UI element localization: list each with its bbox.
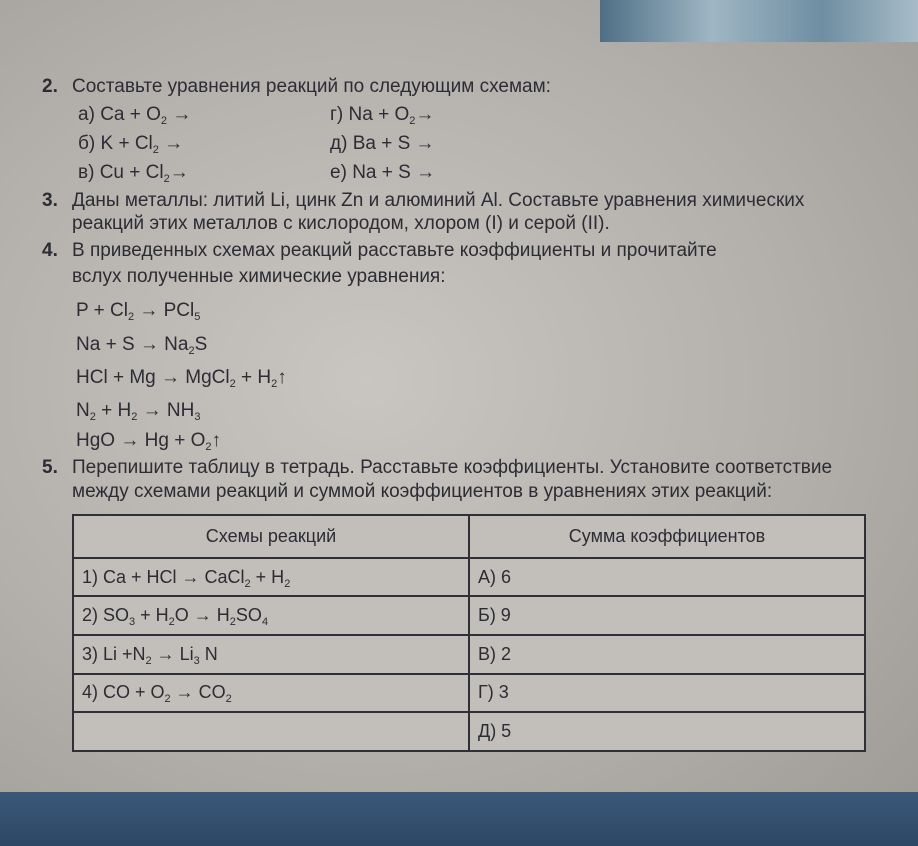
task2-number: 2.: [42, 76, 58, 97]
arrow: →: [415, 104, 435, 125]
task5-number: 5.: [42, 457, 58, 478]
subscript: 2: [229, 616, 236, 629]
formula-part: → PCl: [134, 300, 195, 321]
formula-part: SO: [235, 605, 262, 626]
reaction-cell: [73, 674, 469, 713]
reaction-cell: [73, 635, 469, 674]
subscript: 3: [129, 616, 136, 629]
subscript: 3: [193, 654, 200, 667]
item-label: в): [78, 162, 95, 183]
subscript: 2: [229, 378, 236, 390]
sum-cell: Б) 9: [469, 596, 865, 635]
task5-line1: [42, 457, 832, 479]
subscript: 2: [152, 144, 159, 156]
item-formula: Cu + Cl: [99, 162, 164, 183]
subscript: 2: [164, 693, 171, 706]
task2-text: Составьте уравнения реакций по следующим схемам:: [72, 76, 551, 97]
item-label: е): [330, 162, 347, 183]
formula-part: → CO: [170, 682, 226, 703]
task2-item-b: [78, 133, 183, 155]
subscript: 5: [194, 311, 201, 323]
formula-part: 3) Li +N: [82, 643, 146, 664]
reaction-cell: [73, 558, 469, 597]
subscript: 2: [244, 577, 251, 590]
item-label: г): [330, 104, 344, 125]
subscript: 2: [284, 577, 291, 590]
formula-part: P + Cl: [76, 300, 128, 321]
reaction-cell-empty: [73, 712, 469, 751]
arrow: →: [167, 104, 192, 125]
gas-arrow-icon: ↑: [211, 430, 221, 451]
task4-equation-1: [76, 300, 200, 322]
formula-part: N: [199, 643, 218, 664]
task4-text-1: В приведенных схемах реакций расставьте коэффициенты и прочитайте: [72, 240, 717, 261]
table-row: [73, 635, 865, 674]
subscript: 2: [127, 311, 135, 323]
table-header-reactions: Схемы реакций: [73, 515, 469, 558]
subscript: 2: [131, 411, 138, 423]
sum-cell: Д) 5: [469, 712, 865, 751]
table-row: [73, 596, 865, 635]
item-formula: Na + S: [352, 162, 411, 183]
formula-part: → NH: [137, 400, 195, 421]
reactions-table: [72, 514, 866, 752]
table-header-row: [73, 515, 865, 558]
formula-part: + H: [95, 400, 132, 421]
subscript: 2: [409, 115, 416, 127]
item-formula: Na + O: [348, 104, 410, 125]
table-header-sum: Сумма коэффициентов: [469, 515, 865, 558]
subscript: 2: [188, 345, 195, 357]
formula-part: Na + S → Na: [76, 334, 189, 355]
subscript: 2: [168, 616, 175, 629]
sum-cell: А) 6: [469, 558, 865, 597]
subscript: 4: [261, 616, 269, 629]
arrow: →: [410, 162, 436, 183]
task2-item-e: [330, 162, 435, 184]
task4-equation-2: [76, 334, 207, 356]
formula-part: HCl + Mg → MgCl: [76, 367, 230, 388]
formula-part: O → H: [174, 605, 230, 626]
task3-line1: [42, 190, 804, 212]
task5-line2: между схемами реакций и суммой коэффициентов в уравнениях этих реакций:: [72, 481, 773, 502]
item-label: б): [78, 133, 96, 154]
subscript: 2: [145, 654, 152, 667]
table-row: [73, 712, 865, 751]
item-formula: K + Cl: [100, 133, 153, 154]
formula-part: + H: [135, 605, 169, 626]
subscript: 2: [205, 441, 212, 453]
arrow: →: [158, 133, 184, 154]
subscript: 2: [160, 115, 168, 127]
subscript: 2: [271, 378, 278, 390]
formula-part: + H: [235, 367, 272, 388]
background-photo-bottom: [0, 792, 918, 846]
formula-part: N: [76, 400, 90, 421]
task2-item-g: [330, 104, 434, 126]
task4-number: 4.: [42, 240, 58, 261]
arrow: →: [410, 133, 435, 154]
background-photo-top: [600, 0, 918, 42]
formula-part: + H: [250, 566, 285, 587]
item-formula: Ca + O: [100, 104, 161, 125]
reaction-cell: [73, 596, 469, 635]
subscript: 3: [194, 411, 201, 423]
task5-text-1: Перепишите таблицу в тетрадь. Расставьте коэффициенты. Установите соответствие: [72, 457, 833, 478]
arrow: →: [169, 162, 189, 183]
subscript: 2: [163, 173, 170, 185]
task2-item-d: [330, 133, 435, 155]
task4-line1: [42, 240, 717, 262]
sum-cell: Г) 3: [469, 674, 865, 713]
table-row: [73, 558, 865, 597]
table-row: [73, 674, 865, 713]
task3-text-1: Даны металлы: литий Li, цинк Zn и алюминий Al. Составьте уравнения химических: [72, 190, 805, 211]
subscript: 2: [225, 693, 232, 706]
formula-part: 1) Ca + HCl → CaCl: [82, 566, 245, 587]
item-label: д): [330, 133, 348, 154]
task2-item-a: [78, 104, 191, 126]
task4-equation-4: [76, 400, 200, 422]
formula-part: 4) CO + O: [82, 682, 165, 703]
formula-part: HgO → Hg + O: [76, 430, 206, 451]
task4-line2: вслух полученные химические уравнения:: [72, 266, 446, 287]
task4-equation-5: [76, 430, 221, 452]
task3-line2: реакций этих металлов с кислородом, хлором (I) и серой (II).: [72, 213, 610, 234]
formula-part: → Li: [151, 643, 194, 664]
task4-equation-3: [76, 367, 287, 389]
item-label: а): [78, 104, 95, 125]
subscript: 2: [89, 411, 96, 423]
formula-part: S: [194, 334, 208, 355]
task3-number: 3.: [42, 190, 58, 211]
formula-part: 2) SO: [82, 605, 130, 626]
sum-cell: В) 2: [469, 635, 865, 674]
task2-heading: [42, 76, 551, 98]
task2-item-v: [78, 162, 189, 184]
gas-arrow-icon: ↑: [277, 367, 287, 388]
item-formula: Ba + S: [352, 133, 411, 154]
